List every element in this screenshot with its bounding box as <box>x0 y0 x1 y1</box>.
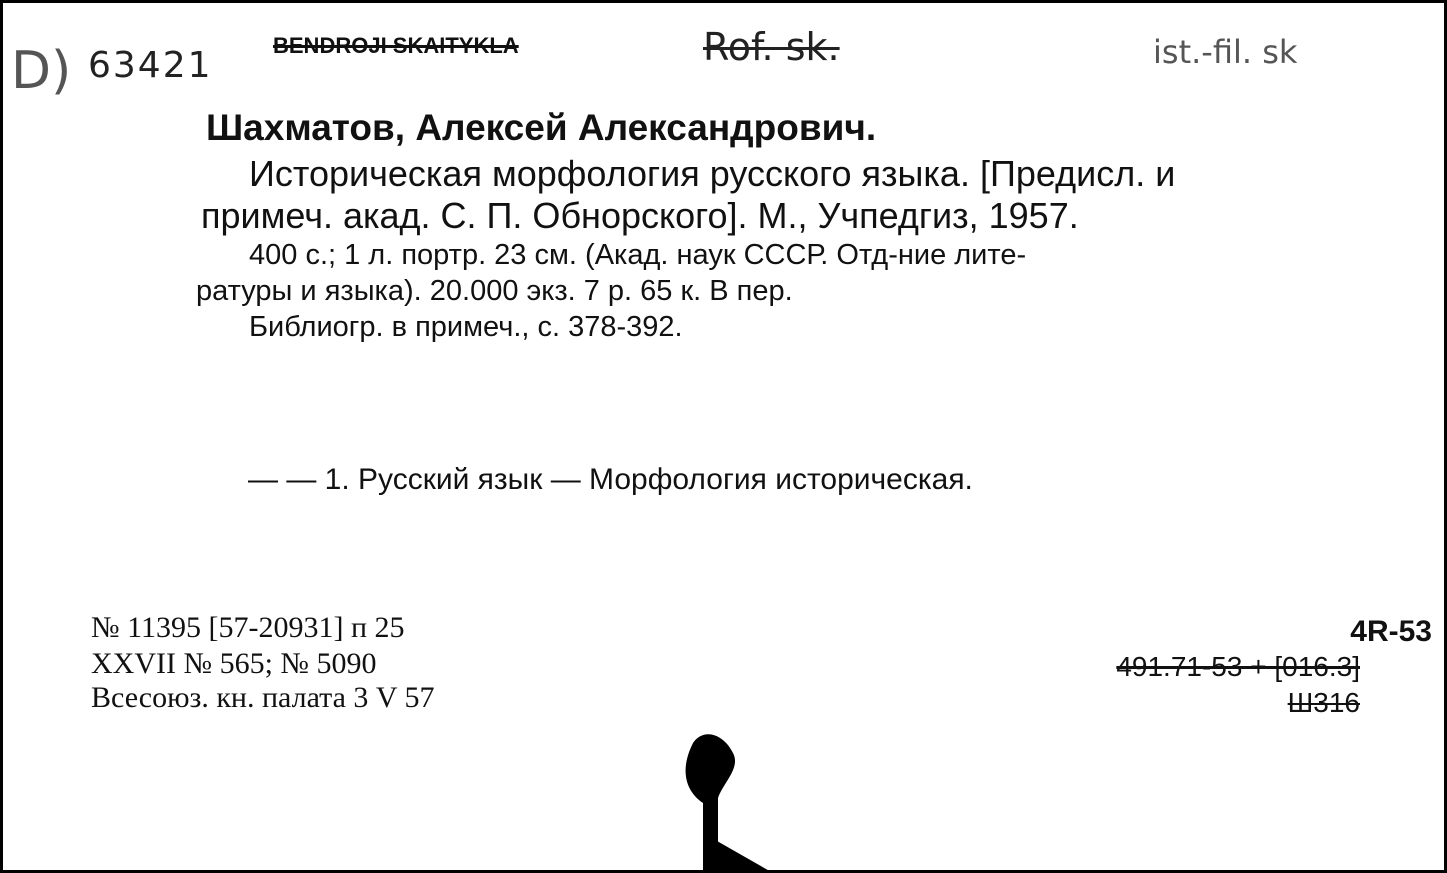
library-stamp: BENDROJI SKAITYKLA <box>273 33 519 58</box>
shelf-code: Ш316 <box>1287 687 1360 718</box>
title-line-1: Историческая морфология русского языка. [Предисл. и <box>249 153 1176 194</box>
margin-handwritten-mark: D) <box>11 41 72 101</box>
bibliography-note: Библиогр. в примеч., с. 378-392. <box>249 311 683 343</box>
chamber-imprint: Всесоюз. кн. палата 3 V 57 <box>91 681 435 714</box>
description-line-2: ратуры и языка). 20.000 экз. 7 р. 65 к. В пер. <box>196 275 793 307</box>
struck-classification-code: 491.71-53 + [016.3] <box>1116 651 1360 682</box>
description-line-1: 400 с.; 1 л. портр. 23 см. (Акад. наук СССР. Отд-ние лите- <box>249 239 1027 271</box>
title-line-2: примеч. акад. С. П. Обнорского]. М., Учпедгиз, 1957. <box>201 195 1079 236</box>
subject-heading: — — 1. Русский язык — Морфология историческая. <box>248 463 973 496</box>
catalog-number: 63421 <box>88 45 213 86</box>
classification-code: 4R-53 <box>1350 615 1432 648</box>
handwritten-note: Rof. sk. <box>703 25 840 69</box>
corner-handwritten-note: ist.-fil. sk <box>1153 33 1298 71</box>
chronicle-reference: XXVII № 565; № 5090 <box>91 647 377 680</box>
ink-blot <box>663 723 803 873</box>
author-heading: Шахматов, Алексей Александрович. <box>206 107 877 148</box>
registration-number: № 11395 [57-20931] п 25 <box>91 611 405 644</box>
